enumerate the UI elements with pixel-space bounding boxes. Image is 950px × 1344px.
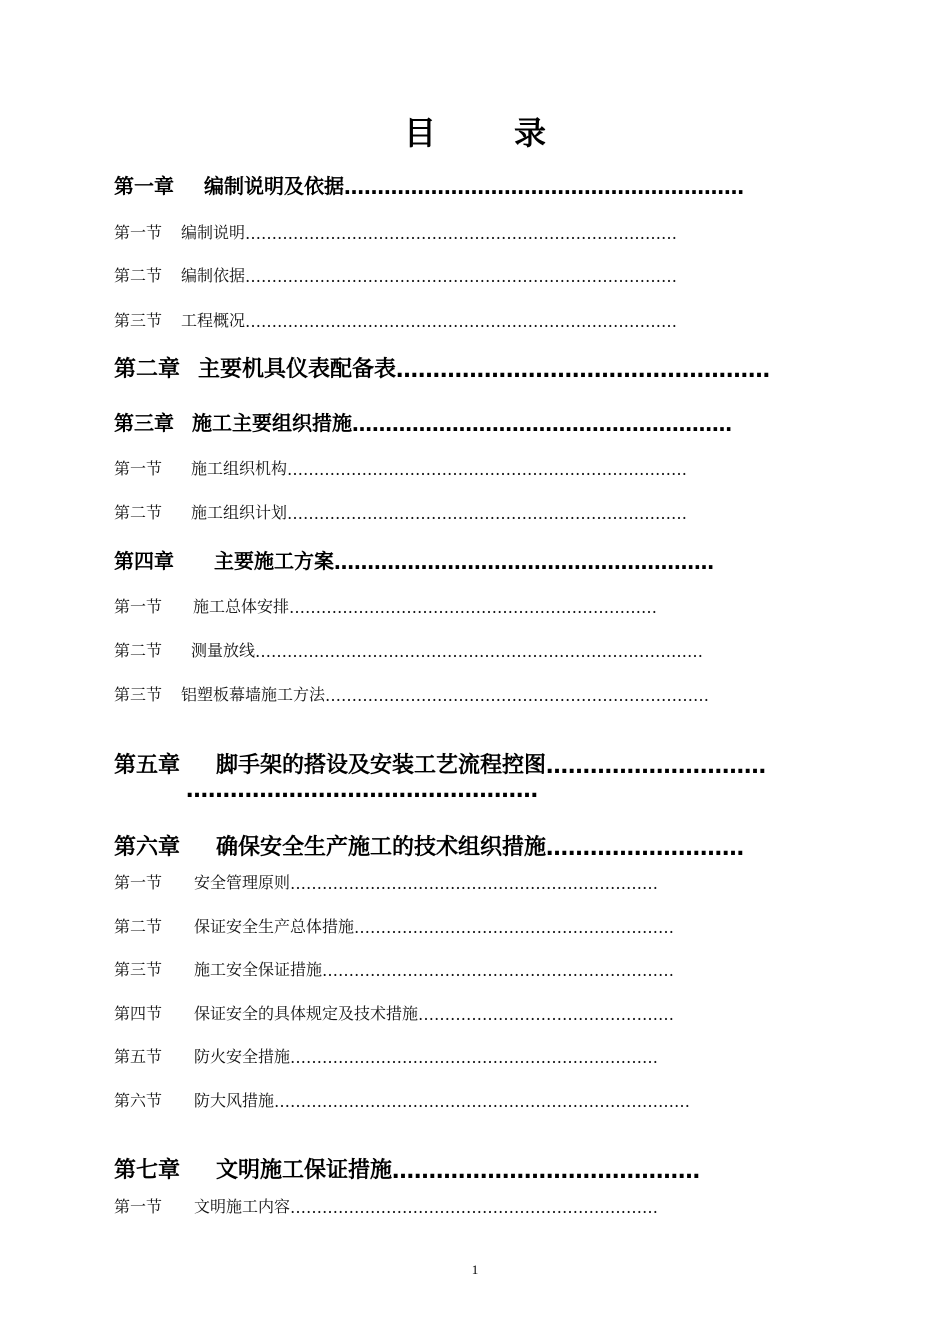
toc-entry-section-4-3[interactable]: 第三节 铝塑板幕墙施工方法……………………………………………………………… <box>114 682 785 705</box>
leader-dots: …………………………………………………………… <box>290 1048 659 1067</box>
toc-entry-section-4-2[interactable]: 第二节 测量放线………………………………………………………………………… <box>114 638 791 661</box>
page-number: 1 <box>471 1262 479 1277</box>
toc-entry-section-3-2[interactable]: 第二节 施工组织计划………………………………………………………………… <box>114 500 785 523</box>
leader-dots: …………………………………………… <box>396 358 771 383</box>
leader-dots: ………………………………………………………………… <box>287 460 688 479</box>
toc-entry-section-4-1[interactable]: 第一节 施工总体安排…………………………………………………………… <box>114 594 763 617</box>
leader-dots: …………………………………………………………………… <box>274 1092 691 1111</box>
toc-entry-section-6-6[interactable]: 第六节 防大风措施…………………………………………………………………… <box>114 1088 768 1111</box>
title-char-1: 目 <box>403 114 436 152</box>
page-title <box>0 108 950 154</box>
toc-entry-section-6-5[interactable]: 第五节 防火安全措施…………………………………………………………… <box>114 1044 764 1067</box>
toc-entry-chapter-1[interactable]: 第一章 编制说明及依据…………………………………………………… <box>114 170 792 199</box>
toc-entry-section-6-1[interactable]: 第一节 安全管理原则…………………………………………………………… <box>114 870 764 893</box>
leader-dots: ……………………………………………………………………… <box>245 312 678 331</box>
leader-dots: …………………………………………………… <box>354 918 675 937</box>
toc-entry-section-7-1[interactable]: 第一节 文明施工内容…………………………………………………………… <box>114 1194 764 1217</box>
leader-dots: ………………………………………………………………… <box>287 504 688 523</box>
leader-dots: ……………………… <box>546 836 745 861</box>
toc-entry-chapter-6[interactable]: 第六章 确保安全生产施工的技术组织措施……………………… <box>114 835 745 861</box>
leader-dots: ……………………………………………………………… <box>325 686 710 705</box>
leader-dots: …………………………………… <box>392 1159 701 1184</box>
leader-dots: …………………………………………………………… <box>289 598 658 617</box>
toc-entry-section-1-1[interactable]: 第一节 编制说明……………………………………………………………………… <box>114 220 781 243</box>
leader-dots: …………………………………………………… <box>344 175 744 199</box>
leader-dots: ………………………………………… <box>418 1005 675 1024</box>
leader-dots: ………………………………………………… <box>352 412 732 436</box>
toc-entry-section-1-3[interactable]: 第三节 工程概况……………………………………………………………………… <box>114 308 781 331</box>
toc-entry-section-6-2[interactable]: 第二节 保证安全生产总体措施…………………………………………………… <box>114 914 748 937</box>
title-char-2: 录 <box>514 114 547 152</box>
toc-entry-chapter-7[interactable]: 第七章 文明施工保证措施…………………………………… <box>114 1153 722 1184</box>
toc-entry-chapter-2[interactable]: 第二章 主要机具仪表配备表…………………………………………… <box>114 352 778 383</box>
toc-entry-chapter-3[interactable]: 第三章 施工主要组织措施………………………………………………… <box>114 407 776 436</box>
toc-entry-section-1-2[interactable]: 第二节 编制依据……………………………………………………………………… <box>114 263 781 286</box>
leader-dots: ………………………………………………………………………… <box>255 642 704 661</box>
leader-dots: …………………………………………………………… <box>290 1198 659 1217</box>
leader-dots: …………………………………………………………… <box>290 874 659 893</box>
leader-dots: ………………………………………… <box>186 778 538 803</box>
leader-dots: ……………………………………………………………………… <box>245 224 678 243</box>
toc-entry-chapter-5-continued <box>186 778 538 803</box>
toc-entry-section-6-4[interactable]: 第四节 保证安全的具体规定及技术措施………………………………………… <box>114 1001 734 1024</box>
leader-dots: ………………………… <box>546 754 767 779</box>
toc-entry-section-6-3[interactable]: 第三节 施工安全保证措施………………………………………………………… <box>114 957 754 980</box>
leader-dots: ………………………………………………………… <box>322 961 675 980</box>
leader-dots: ……………………………………………………………………… <box>245 267 678 286</box>
toc-entry-chapter-4[interactable]: 第四章 主要施工方案………………………………………………… <box>114 545 780 574</box>
toc-entry-chapter-5[interactable]: 第五章 脚手架的搭设及安装工艺流程控图………………………… <box>114 748 776 779</box>
leader-dots: ………………………………………………… <box>334 550 714 574</box>
toc-entry-section-3-1[interactable]: 第一节 施工组织机构………………………………………………………………… <box>114 456 785 479</box>
